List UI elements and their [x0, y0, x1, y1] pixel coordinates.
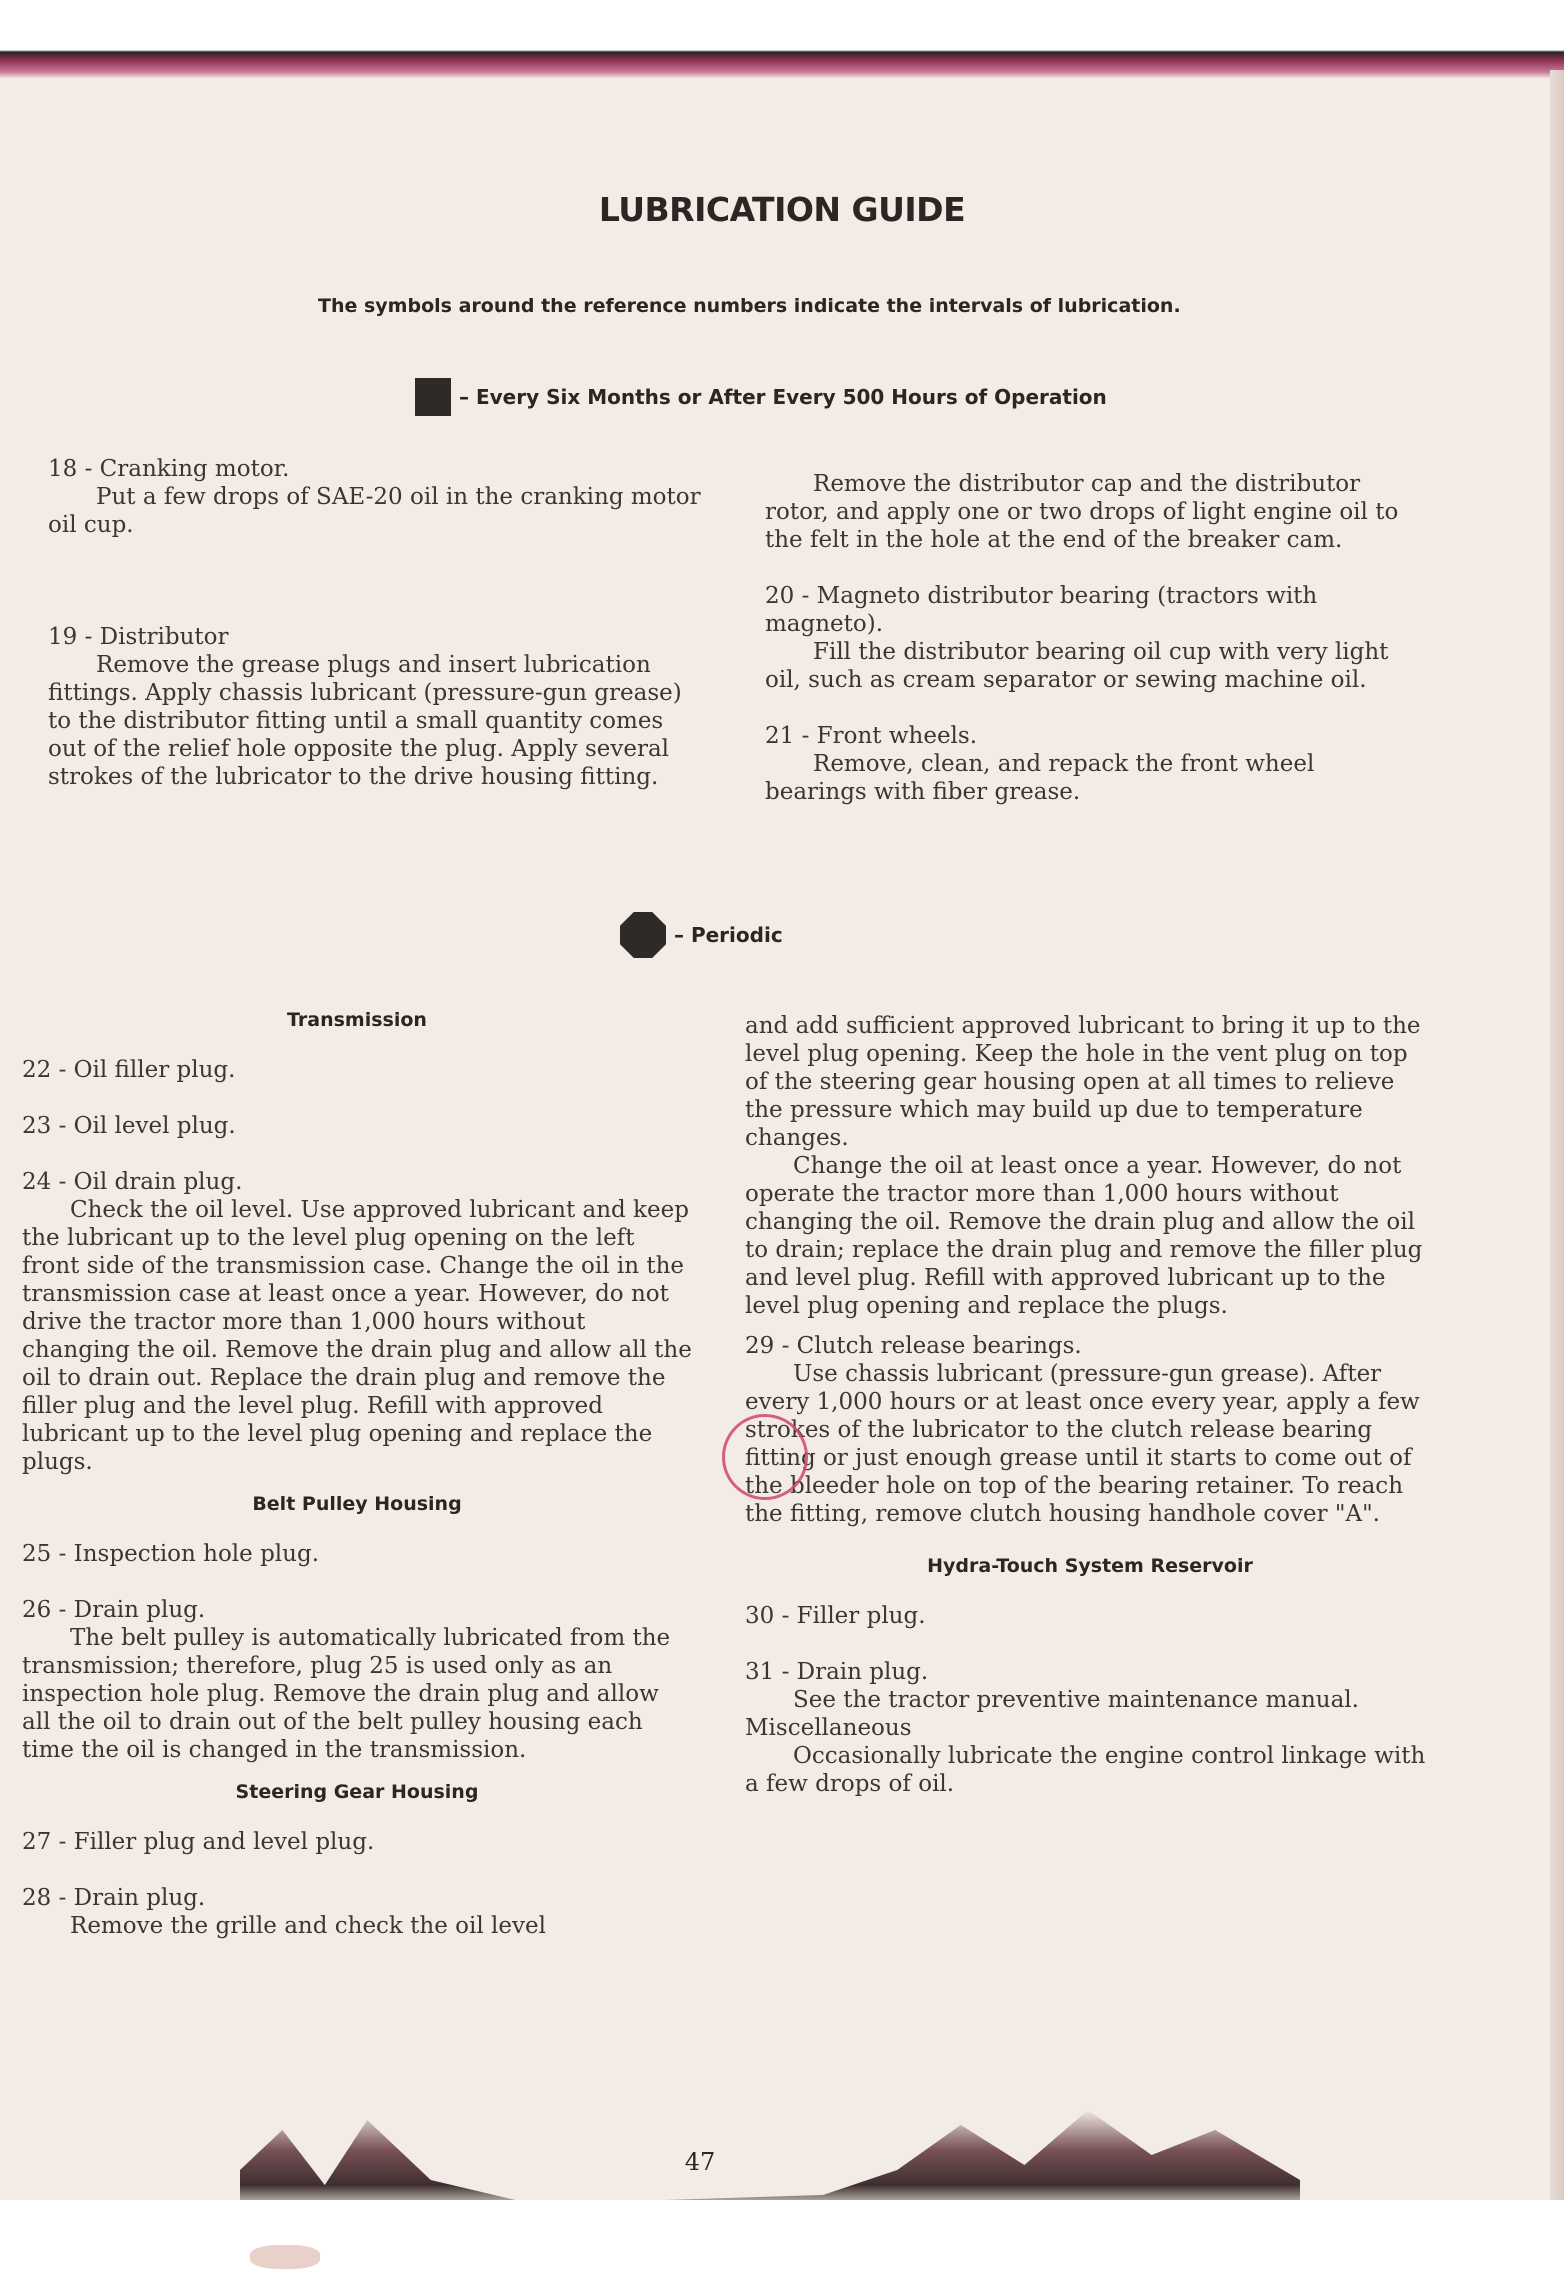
- item-19-heading: 19 - Distributor: [48, 624, 229, 650]
- page-number: 47: [684, 2148, 716, 2176]
- item-26-body: The belt pulley is automatically lubricated from the transmission; therefore, plug 25 is used only as an inspection hole plug. Remove the drain plug and allow all the oil to drain out of the belt pulley housing each time the oil is changed in the transmission.: [22, 1625, 671, 1763]
- item-24-heading: 24 - Oil drain plug.: [22, 1169, 243, 1195]
- item-19-body: Remove the grease plugs and insert lubrication fittings. Apply chassis lubricant (pressure-gun grease) to the distributor fitting until a small quantity comes out of the relief hole opposite the plug. Apply several strokes of the lubricator to the drive housing fitting.: [48, 652, 682, 790]
- legend-six-months-label: – Every Six Months or After Every 500 Hours of Operation: [459, 385, 1107, 409]
- item-28-continued: and add sufficient approved lubricant to bring it up to the level plug opening. Keep the hole in the vent plug on top of the steering gear housing open at all times to relieve the pressure which may build up due to temperature changes.: [745, 1013, 1421, 1151]
- item-19-continued: Remove the distributor cap and the distributor rotor, and apply one or two drops of light engine oil to the felt in the hole at the end of the breaker cam.: [765, 471, 1399, 553]
- item-24-body: Check the oil level. Use approved lubricant and keep the lubricant up to the level plug opening on the left front side of the transmission case. Change the oil in the transmission case at least once a year. However, do not drive the tractor more than 1,000 hours without changing the oil. Remove the drain plug and allow all the oil to drain out. Replace the drain plug and remove the filler plug and the level plug. Refill with approved lubricant up to the level plug opening and replace the plugs.: [22, 1197, 692, 1475]
- item-18-heading: 18 - Cranking motor.: [48, 456, 290, 482]
- miscellaneous-heading: Miscellaneous: [745, 1715, 912, 1741]
- item-27: 27 - Filler plug and level plug.: [22, 1829, 375, 1855]
- legend-six-months: [415, 378, 1107, 416]
- item-30: 30 - Filler plug.: [745, 1603, 926, 1629]
- page-right-edge: [1550, 70, 1564, 2296]
- six-month-left-column: [48, 455, 708, 791]
- periodic-right-column: [745, 1012, 1435, 1798]
- item-25: 25 - Inspection hole plug.: [22, 1541, 320, 1567]
- octagon-symbol-icon: [620, 912, 666, 958]
- item-21-body: Remove, clean, and repack the front wheel bearings with fiber grease.: [765, 751, 1315, 805]
- steering-gear-heading: Steering Gear Housing: [235, 1781, 479, 1803]
- periodic-left-column: [22, 1000, 692, 1940]
- item-28-body: Remove the grille and check the oil level: [70, 1913, 546, 1939]
- belt-pulley-heading: Belt Pulley Housing: [252, 1493, 462, 1515]
- page-subtitle: The symbols around the reference numbers indicate the intervals of lubrication.: [318, 295, 1181, 317]
- legend-periodic: [620, 912, 783, 958]
- item-28-continued-2: Change the oil at least once a year. However, do not operate the tractor more than 1,000 hours without changing the oil. Remove the drain plug and allow the oil to drain; replace the drain plug and remove the filler plug and level plug. Refill with approved lubricant up to the level plug opening and replace the plugs.: [745, 1153, 1423, 1319]
- square-symbol-icon: [415, 378, 451, 416]
- item-26-heading: 26 - Drain plug.: [22, 1597, 206, 1623]
- item-21-heading: 21 - Front wheels.: [765, 723, 978, 749]
- scanner-background: [0, 2200, 1564, 2296]
- hydra-touch-heading: Hydra-Touch System Reservoir: [927, 1555, 1253, 1577]
- miscellaneous-body: Occasionally lubricate the engine control linkage with a few drops of oil.: [745, 1743, 1426, 1797]
- item-28-heading: 28 - Drain plug.: [22, 1885, 206, 1911]
- paper-fragment: [250, 2245, 320, 2269]
- legend-periodic-label: – Periodic: [674, 923, 783, 947]
- page-title: LUBRICATION GUIDE: [598, 190, 966, 229]
- six-month-right-column: [765, 470, 1415, 806]
- item-20-body: Fill the distributor bearing oil cup with very light oil, such as cream separator or sewing machine oil.: [765, 639, 1389, 693]
- transmission-heading: Transmission: [287, 1009, 427, 1031]
- item-22: 22 - Oil filler plug.: [22, 1057, 236, 1083]
- page-top-edge: [0, 0, 1564, 78]
- item-23: 23 - Oil level plug.: [22, 1113, 236, 1139]
- item-31-heading: 31 - Drain plug.: [745, 1659, 929, 1685]
- item-20-heading: 20 - Magneto distributor bearing (tractors with magneto).: [765, 583, 1318, 637]
- item-29-body: Use chassis lubricant (pressure-gun grease). After every 1,000 hours or at least once every year, apply a few strokes of the lubricator to the clutch release bearing fitting or just enough grease until it starts to come out of the bleeder hole on top of the bearing retainer. To reach the fitting, remove clutch housing handhole cover "A".: [745, 1361, 1420, 1527]
- item-31-body: See the tractor preventive maintenance manual.: [793, 1687, 1359, 1713]
- item-29-heading: 29 - Clutch release bearings.: [745, 1333, 1082, 1359]
- item-18-body: Put a few drops of SAE-20 oil in the cranking motor oil cup.: [48, 484, 701, 538]
- handwritten-circle-mark: [722, 1414, 808, 1500]
